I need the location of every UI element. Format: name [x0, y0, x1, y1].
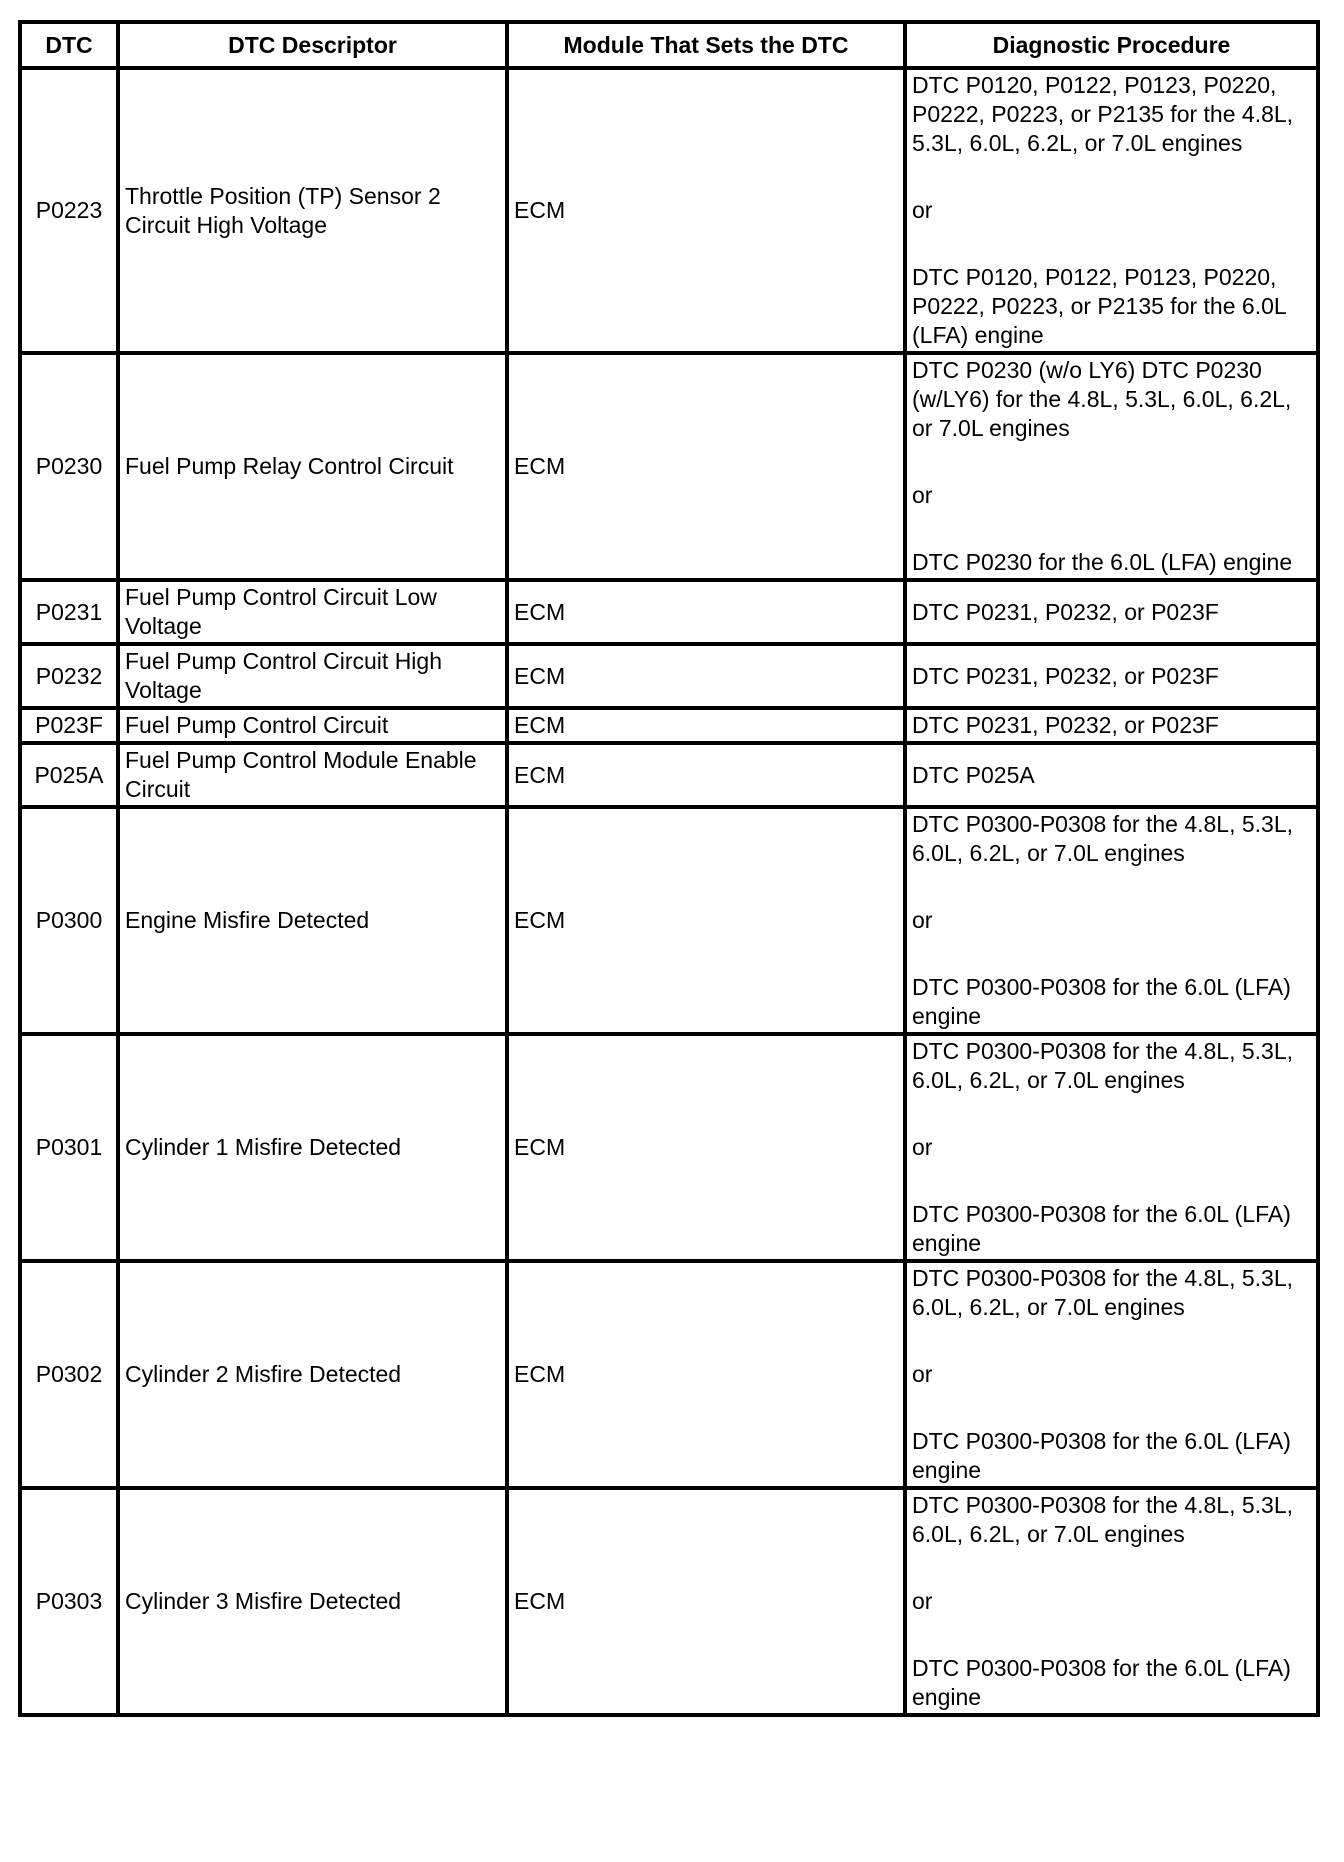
procedure-link-primary[interactable]: DTC P0231, P0232, or P023F — [912, 662, 1219, 689]
procedure-or: or — [912, 1588, 933, 1614]
procedure-link-primary[interactable]: DTC P0230 (w/o LY6) DTC P0230 (w/LY6) for the 4.8L, 5.3L, 6.0L, 6.2L, or 7.0L engines — [912, 357, 1292, 441]
procedure-link-alternate[interactable]: DTC P0300-P0308 for the 6.0L (LFA) engine — [912, 1201, 1291, 1256]
header-dtc: DTC — [20, 22, 118, 68]
procedure-link-primary[interactable]: DTC P0231, P0232, or P023F — [912, 598, 1219, 625]
dtc-module: ECM — [507, 1034, 905, 1261]
dtc-descriptor: Fuel Pump Control Circuit High Voltage — [118, 644, 507, 708]
procedure-link-alternate[interactable]: DTC P0120, P0122, P0123, P0220, P0222, P0223, or P2135 for the 6.0L (LFA) engine — [912, 264, 1286, 348]
dtc-descriptor: Fuel Pump Control Circuit Low Voltage — [118, 580, 507, 644]
procedure-link-primary[interactable]: DTC P0300-P0308 for the 4.8L, 5.3L, 6.0L, 6.2L, or 7.0L engines — [912, 811, 1294, 866]
table-row — [20, 1261, 1318, 1488]
dtc-code: P0230 — [20, 353, 118, 580]
dtc-descriptor: Throttle Position (TP) Sensor 2 Circuit High Voltage — [118, 68, 507, 353]
dtc-procedure — [905, 68, 1318, 353]
dtc-descriptor: Cylinder 1 Misfire Detected — [118, 1034, 507, 1261]
dtc-table — [18, 20, 1320, 1717]
dtc-code: P0232 — [20, 644, 118, 708]
dtc-procedure — [905, 1034, 1318, 1261]
dtc-module: ECM — [507, 1488, 905, 1715]
procedure-link-alternate[interactable]: DTC P0300-P0308 for the 6.0L (LFA) engine — [912, 1655, 1291, 1710]
dtc-code: P0301 — [20, 1034, 118, 1261]
table-header-row — [20, 22, 1318, 68]
procedure-or: or — [912, 197, 933, 223]
table-row — [20, 580, 1318, 644]
table-row — [20, 708, 1318, 743]
dtc-code: P0300 — [20, 807, 118, 1034]
header-procedure: Diagnostic Procedure — [905, 22, 1318, 68]
dtc-procedure — [905, 708, 1318, 743]
procedure-link-alternate[interactable]: DTC P0300-P0308 for the 6.0L (LFA) engine — [912, 974, 1291, 1029]
dtc-procedure — [905, 580, 1318, 644]
dtc-code: P025A — [20, 743, 118, 807]
dtc-module: ECM — [507, 743, 905, 807]
dtc-procedure — [905, 644, 1318, 708]
procedure-link-primary[interactable]: DTC P025A — [912, 761, 1035, 788]
dtc-descriptor: Fuel Pump Control Module Enable Circuit — [118, 743, 507, 807]
dtc-descriptor: Engine Misfire Detected — [118, 807, 507, 1034]
dtc-code: P0302 — [20, 1261, 118, 1488]
table-row — [20, 1488, 1318, 1715]
procedure-link-primary[interactable]: DTC P0300-P0308 for the 4.8L, 5.3L, 6.0L, 6.2L, or 7.0L engines — [912, 1492, 1294, 1547]
dtc-procedure — [905, 743, 1318, 807]
dtc-module: ECM — [507, 1261, 905, 1488]
dtc-module: ECM — [507, 807, 905, 1034]
dtc-module: ECM — [507, 708, 905, 743]
dtc-procedure — [905, 353, 1318, 580]
table-row — [20, 644, 1318, 708]
dtc-procedure — [905, 1488, 1318, 1715]
dtc-module: ECM — [507, 68, 905, 353]
dtc-descriptor: Cylinder 3 Misfire Detected — [118, 1488, 507, 1715]
procedure-link-primary[interactable]: DTC P0120, P0122, P0123, P0220, P0222, P0223, or P2135 for the 4.8L, 5.3L, 6.0L, 6.2L, or 7.0L engines — [912, 72, 1294, 156]
procedure-or: or — [912, 1361, 933, 1387]
dtc-code: P0223 — [20, 68, 118, 353]
procedure-or: or — [912, 1134, 933, 1160]
header-descriptor: DTC Descriptor — [118, 22, 507, 68]
dtc-procedure — [905, 807, 1318, 1034]
procedure-link-primary[interactable]: DTC P0300-P0308 for the 4.8L, 5.3L, 6.0L, 6.2L, or 7.0L engines — [912, 1265, 1294, 1320]
dtc-procedure — [905, 1261, 1318, 1488]
dtc-code: P0303 — [20, 1488, 118, 1715]
procedure-link-alternate[interactable]: DTC P0230 for the 6.0L (LFA) engine — [912, 549, 1293, 575]
header-module: Module That Sets the DTC — [507, 22, 905, 68]
table-row — [20, 1034, 1318, 1261]
dtc-module: ECM — [507, 580, 905, 644]
dtc-module: ECM — [507, 353, 905, 580]
procedure-or: or — [912, 482, 933, 508]
table-row — [20, 68, 1318, 353]
table-row — [20, 353, 1318, 580]
procedure-link-primary[interactable]: DTC P0231, P0232, or P023F — [912, 712, 1219, 738]
dtc-code: P0231 — [20, 580, 118, 644]
dtc-code: P023F — [20, 708, 118, 743]
dtc-module: ECM — [507, 644, 905, 708]
procedure-link-primary[interactable]: DTC P0300-P0308 for the 4.8L, 5.3L, 6.0L, 6.2L, or 7.0L engines — [912, 1038, 1294, 1093]
dtc-descriptor: Cylinder 2 Misfire Detected — [118, 1261, 507, 1488]
table-row — [20, 807, 1318, 1034]
dtc-descriptor: Fuel Pump Relay Control Circuit — [118, 353, 507, 580]
dtc-descriptor: Fuel Pump Control Circuit — [118, 708, 507, 743]
procedure-link-alternate[interactable]: DTC P0300-P0308 for the 6.0L (LFA) engine — [912, 1428, 1291, 1483]
table-row — [20, 743, 1318, 807]
procedure-or: or — [912, 907, 933, 933]
